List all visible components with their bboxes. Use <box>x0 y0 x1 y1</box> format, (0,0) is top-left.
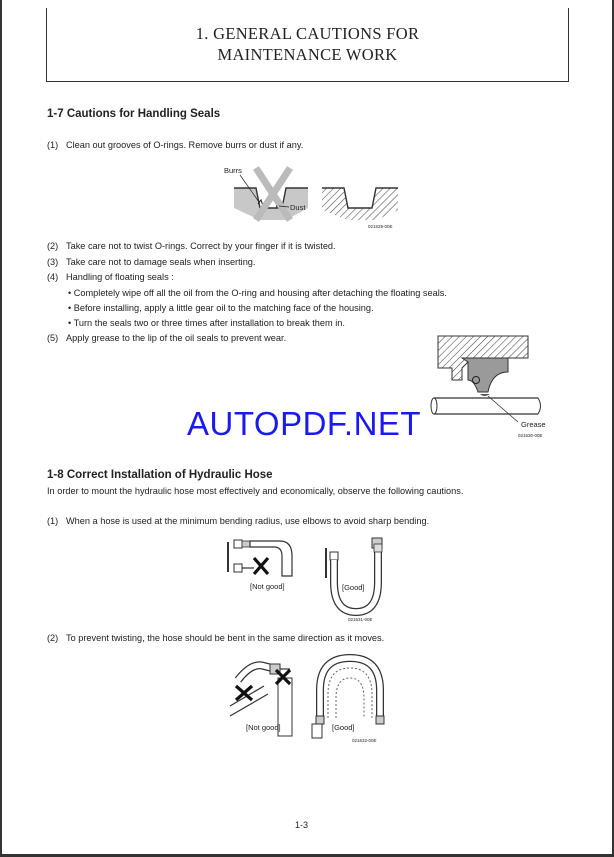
bullet-item: • Completely wipe off all the oil from the O-ring and housing after detaching the floating seals. <box>68 288 447 298</box>
hose-twisting-figure <box>224 650 400 746</box>
item-number: (4) <box>47 272 59 282</box>
bullet-item: • Before installing, apply a little gear oil to the matching face of the housing. <box>68 303 374 313</box>
item-text: Handling of floating seals : <box>66 272 174 282</box>
figure-code: 021630-00E <box>518 433 543 438</box>
section-intro: In order to mount the hydraulic hose most effectively and economically, observe the following cautions. <box>47 486 464 496</box>
section-heading-1-7: 1-7 Cautions for Handling Seals <box>47 108 221 120</box>
item-text: Apply grease to the lip of the oil seals to prevent wear. <box>66 333 287 343</box>
page-number: 1-3 <box>295 820 309 830</box>
label-good: [Good] <box>342 583 365 592</box>
item-number: (2) <box>47 633 59 643</box>
o-ring-groove-figure <box>220 160 410 232</box>
chapter-title-line-2: MAINTENANCE WORK <box>217 45 398 64</box>
figure-code: 021629-00E <box>368 224 393 229</box>
label-good: [Good] <box>332 723 355 732</box>
item-number: (2) <box>47 241 59 251</box>
label-not-good: [Not good] <box>246 723 281 732</box>
item-number: (5) <box>47 333 59 343</box>
hose-bending-radius-figure <box>222 532 402 626</box>
figure-code: 021632-00E <box>352 738 377 743</box>
section-heading-1-8: 1-8 Correct Installation of Hydraulic Hose <box>47 469 273 481</box>
item-text: Take care not to damage seals when inserting. <box>66 257 256 267</box>
label-grease: Grease <box>521 420 546 429</box>
item-number: (3) <box>47 257 59 267</box>
item-text: Clean out grooves of O-rings. Remove burrs or dust if any. <box>66 140 304 150</box>
label-not-good: [Not good] <box>250 582 285 591</box>
label-dust: Dust <box>290 203 306 212</box>
item-text: To prevent twisting, the hose should be bent in the same direction as it moves. <box>66 633 385 643</box>
item-text: When a hose is used at the minimum bending radius, use elbows to avoid sharp bending. <box>66 516 430 526</box>
chapter-title-box <box>46 8 569 82</box>
watermark-text: AUTOPDF.NET <box>187 405 422 442</box>
chapter-title-line-1: 1. GENERAL CAUTIONS FOR <box>195 24 420 43</box>
oil-seal-grease-figure <box>428 332 556 444</box>
bullet-item: • Turn the seals two or three times after installation to break them in. <box>68 318 345 328</box>
figure-code: 021631-00E <box>348 617 373 622</box>
item-number: (1) <box>47 516 59 526</box>
label-burrs: Burrs <box>224 166 242 175</box>
page-border-left <box>0 0 2 857</box>
item-number: (1) <box>47 140 59 150</box>
item-text: Take care not to twist O-rings. Correct by your finger if it is twisted. <box>66 241 336 251</box>
